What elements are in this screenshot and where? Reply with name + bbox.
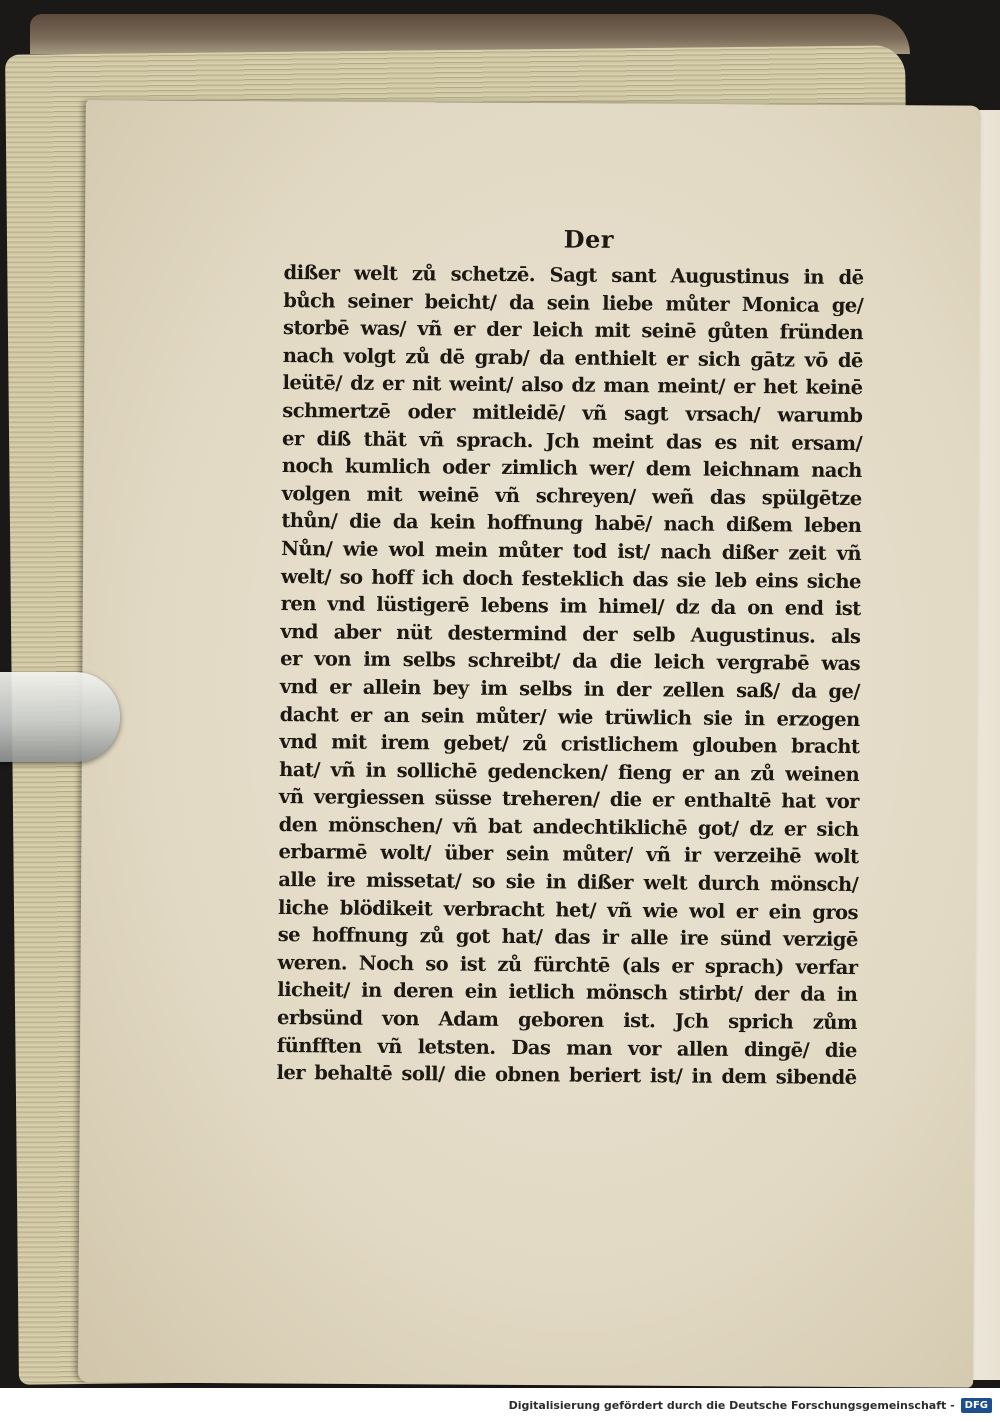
text-line: welt/ so hoff ich doch festeklich das sie leb eins siche — [280, 564, 861, 593]
page-heading: Der — [563, 224, 615, 254]
text-line: vnd aber nüt destermind der selb Augustinus. als — [280, 619, 861, 648]
text-line: vñ vergiessen süsse treheren/ die er enthaltē hat vor — [278, 785, 860, 814]
text-line: leütē/ dz er nit weint/ also dz man meint/ er het keinē — [282, 371, 863, 400]
text-line: ler behaltē soll/ die obnen beriert ist/ in dem sibendē — [276, 1061, 857, 1090]
page-holder-clip — [0, 672, 120, 762]
text-line: erbarmē wolt/ über sein můter/ vñ ir verzeihē wolt — [278, 840, 859, 869]
text-line: nach volgt zů dē grab/ da enthielt er sich gātz vō dē — [282, 343, 863, 372]
text-line: erbsünd von Adam geboren ist. Jch sprich zům — [276, 1006, 858, 1035]
page-text — [276, 222, 864, 1092]
footer-credit: Digitalisierung gefördert durch die Deutsche Forschungsgemeinschaft - — [508, 1398, 955, 1412]
text-line: dacht er an sein můter/ wie trüwlich sie in erzogen — [279, 702, 860, 731]
footer-bar — [0, 1388, 1000, 1422]
text-line: fünfften vñ letsten. Das man vor allen dingē/ die — [276, 1033, 857, 1062]
text-line: er diß thät vñ sprach. Jch meint das es nit ersam/ — [282, 426, 863, 455]
text-line: weren. Noch so ist zů fürchtē (als er sprach) verfar — [277, 950, 858, 979]
text-line: Nůn/ wie wol mein můter tod ist/ nach dißer zeit vñ — [281, 536, 862, 565]
text-line: noch kumlich oder zimlich wer/ dem leichnam nach — [281, 454, 862, 483]
dfg-logo: DFG — [961, 1398, 992, 1413]
text-line: bůch seiner beicht/ da sein liebe můter Monica ge/ — [283, 288, 864, 317]
text-line: ren vnd lüstigerē lebens im himel/ dz da on end ist — [280, 592, 861, 621]
text-line: den mönschen/ vñ bat andechtiklichē got/ dz er sich — [278, 812, 859, 841]
text-line: vnd mit irem gebet/ zů cristlichem glouben bracht — [279, 730, 860, 759]
text-line: volgen mit weinē vñ schreyen/ weñ das spülgētze — [281, 481, 862, 510]
text-lines — [276, 259, 863, 1092]
text-line: licheit/ in deren ein ietlich mönsch stirbt/ der da in — [277, 978, 858, 1007]
text-line: dißer welt zů schetzē. Sagt sant Augustinus in dē — [283, 260, 864, 290]
text-line: vnd er allein bey im selbs in der zellen saß/ da ge/ — [279, 674, 861, 703]
text-line: schmertzē oder mitleidē/ vñ sagt vrsach/ warumb — [282, 398, 863, 428]
text-line: er von im selbs schreibt/ da die leich vergrabē was — [280, 647, 861, 676]
text-line: thůn/ die da kein hoffnung habē/ nach dißem leben — [281, 509, 862, 538]
text-line: alle ire missetat/ so sie in dißer welt durch mönsch/ — [278, 868, 859, 897]
text-line: hat/ vñ in sollichē gedencken/ fieng er an zů weinen — [279, 757, 860, 786]
text-line: liche blödikeit verbracht het/ vñ wie wol er ein gros — [277, 895, 859, 924]
text-line: storbē was/ vñ er der leich mit seinē gůten fründen — [282, 316, 864, 345]
text-line: se hoffnung zů got hat/ das ir alle ire sünd verzigē — [277, 923, 858, 952]
